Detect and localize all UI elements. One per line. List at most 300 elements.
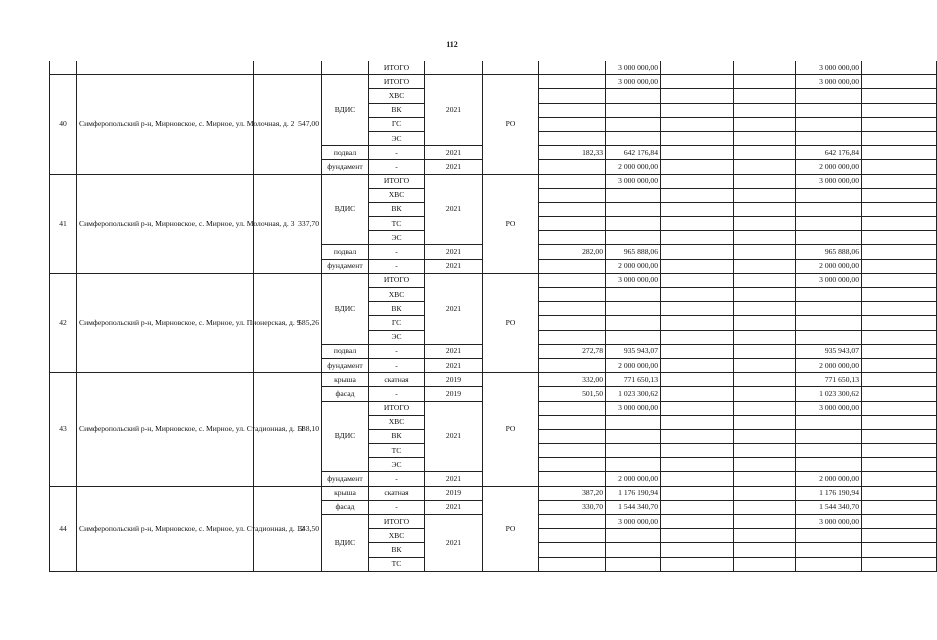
cell-empty-3	[862, 373, 937, 387]
cell-item: ВК	[369, 202, 425, 216]
cell-cost: 1 544 340,70	[606, 500, 661, 514]
cell-total: 2 000 000,00	[796, 472, 862, 486]
cell-cost: 965 888,06	[606, 245, 661, 259]
cell-empty-3	[862, 259, 937, 273]
cell-cost	[606, 557, 661, 571]
cell-cost	[606, 288, 661, 302]
cell-empty-1	[661, 387, 734, 401]
cell-volume	[539, 89, 606, 103]
cell-total	[796, 117, 862, 131]
cell-fund: РО	[483, 373, 539, 487]
cell-empty-1	[661, 202, 734, 216]
cell-total: 935 943,07	[796, 344, 862, 358]
cell-type: -	[369, 387, 425, 401]
cell-cost	[606, 415, 661, 429]
cell-empty-3	[862, 61, 937, 75]
cell-empty-2	[734, 202, 796, 216]
cell-item: ГС	[369, 117, 425, 131]
cell-num	[50, 61, 77, 75]
cell-empty-3	[862, 103, 937, 117]
cell-empty-1	[661, 103, 734, 117]
cell-item: ВК	[369, 429, 425, 443]
table-row	[50, 273, 937, 287]
cell-total	[796, 429, 862, 443]
cell-total: 3 000 000,00	[796, 61, 862, 75]
cell-empty-3	[862, 75, 937, 89]
cell-cost	[606, 202, 661, 216]
cell-work: подвал	[322, 344, 369, 358]
cell-empty-2	[734, 486, 796, 500]
cell-total	[796, 103, 862, 117]
cell-empty-2	[734, 557, 796, 571]
cell-work-vdis: ВДИС	[322, 75, 369, 146]
cell-year: 2021	[425, 344, 483, 358]
cell-num: 43	[50, 373, 77, 487]
cell-empty-2	[734, 131, 796, 145]
cell-total	[796, 217, 862, 231]
page-number: 112	[446, 40, 458, 49]
cell-cost	[606, 330, 661, 344]
cell-empty-2	[734, 387, 796, 401]
cell-volume	[539, 103, 606, 117]
cell-item: ЭС	[369, 231, 425, 245]
cell-work: подвал	[322, 245, 369, 259]
cell-volume	[539, 515, 606, 529]
cell-total	[796, 529, 862, 543]
cell-year-vdis: 2021	[425, 273, 483, 344]
cell-empty-3	[862, 188, 937, 202]
cell-empty-2	[734, 302, 796, 316]
cell-empty-1	[661, 373, 734, 387]
cell-total: 2 000 000,00	[796, 160, 862, 174]
cell-cost: 3 000 000,00	[606, 273, 661, 287]
cell-total: 3 000 000,00	[796, 401, 862, 415]
cell-empty-3	[862, 415, 937, 429]
cell-empty-2	[734, 188, 796, 202]
table-row	[50, 373, 937, 387]
cell-volume	[539, 557, 606, 571]
cell-empty-1	[661, 543, 734, 557]
cell-year: 2021	[425, 146, 483, 160]
cell-total	[796, 302, 862, 316]
cell-cost: 2 000 000,00	[606, 358, 661, 372]
cell-cost: 642 176,84	[606, 146, 661, 160]
cell-empty-1	[661, 401, 734, 415]
cell-volume	[539, 259, 606, 273]
cell-empty-1	[661, 472, 734, 486]
cell-empty-3	[862, 231, 937, 245]
cell-cost	[606, 103, 661, 117]
cell-item: ТС	[369, 217, 425, 231]
cell-empty-3	[862, 486, 937, 500]
cell-total	[796, 188, 862, 202]
cell-volume: 387,20	[539, 486, 606, 500]
cell-empty-1	[661, 515, 734, 529]
cell-total	[796, 131, 862, 145]
cell-empty-1	[661, 288, 734, 302]
cell-volume	[539, 217, 606, 231]
cell-area: 337,70	[254, 174, 322, 273]
cell-type: -	[369, 259, 425, 273]
cell-empty-2	[734, 458, 796, 472]
cell-empty-3	[862, 515, 937, 529]
cell-item: ХВС	[369, 415, 425, 429]
cell-volume	[539, 75, 606, 89]
cell-item: ИТОГО	[369, 174, 425, 188]
cell-total: 2 000 000,00	[796, 358, 862, 372]
cell-total	[796, 543, 862, 557]
cell-total	[796, 231, 862, 245]
cell-work: фундамент	[322, 259, 369, 273]
cell-item: ТС	[369, 444, 425, 458]
cell-year: 2021	[425, 259, 483, 273]
cell-volume	[539, 231, 606, 245]
cell-empty-3	[862, 302, 937, 316]
cell-empty-2	[734, 89, 796, 103]
cell-empty-2	[734, 401, 796, 415]
cell-cost	[606, 231, 661, 245]
cell-empty-2	[734, 515, 796, 529]
cell-volume: 330,70	[539, 500, 606, 514]
cell-empty-3	[862, 557, 937, 571]
cell-empty-3	[862, 429, 937, 443]
cell-empty-1	[661, 245, 734, 259]
cell-total	[796, 415, 862, 429]
cell-volume	[539, 117, 606, 131]
cell-item: ХВС	[369, 188, 425, 202]
cell-total: 642 176,84	[796, 146, 862, 160]
cell-year: 2019	[425, 373, 483, 387]
cell-volume	[539, 131, 606, 145]
cell-empty-2	[734, 245, 796, 259]
cell-item: ИТОГО	[369, 61, 425, 75]
cell-type: -	[369, 160, 425, 174]
cell-cost: 3 000 000,00	[606, 515, 661, 529]
cell-cost	[606, 117, 661, 131]
cell-work: фасад	[322, 387, 369, 401]
cell-year-vdis: 2021	[425, 174, 483, 245]
cell-type: скатная	[369, 486, 425, 500]
cell-total: 3 000 000,00	[796, 273, 862, 287]
cell-item: ХВС	[369, 89, 425, 103]
cell-empty-2	[734, 529, 796, 543]
cell-empty-3	[862, 387, 937, 401]
cell-empty-2	[734, 415, 796, 429]
cell-empty-1	[661, 131, 734, 145]
cell-num: 44	[50, 486, 77, 571]
cell-total	[796, 202, 862, 216]
cell-volume	[539, 429, 606, 443]
cell-volume	[539, 358, 606, 372]
cell-empty-1	[661, 415, 734, 429]
cell-work-vdis: ВДИС	[322, 273, 369, 344]
cell-item: ЭС	[369, 131, 425, 145]
cell-empty-2	[734, 146, 796, 160]
cell-empty-3	[862, 117, 937, 131]
cell-empty-2	[734, 444, 796, 458]
cell-empty-1	[661, 529, 734, 543]
cell-volume: 282,00	[539, 245, 606, 259]
cell-work: крыша	[322, 486, 369, 500]
cell-type: скатная	[369, 373, 425, 387]
table-body	[50, 61, 937, 571]
cell-volume	[539, 174, 606, 188]
cell-fund: РО	[483, 486, 539, 571]
cell-item: ЭС	[369, 458, 425, 472]
cell-total	[796, 458, 862, 472]
cell-volume: 272,78	[539, 344, 606, 358]
table-row	[50, 174, 937, 188]
cell-total: 1 544 340,70	[796, 500, 862, 514]
cell-item: ВК	[369, 543, 425, 557]
cell-cost: 2 000 000,00	[606, 259, 661, 273]
cell-cost	[606, 458, 661, 472]
cell-empty-3	[862, 288, 937, 302]
cell-empty-3	[862, 273, 937, 287]
cell-volume	[539, 160, 606, 174]
cell-total: 1 023 300,62	[796, 387, 862, 401]
table-row	[50, 75, 937, 89]
cell-volume	[539, 401, 606, 415]
cell-empty-3	[862, 202, 937, 216]
cell-empty-2	[734, 174, 796, 188]
cell-volume	[539, 302, 606, 316]
cell-total	[796, 316, 862, 330]
table-row-continued	[50, 61, 937, 75]
cell-type: -	[369, 358, 425, 372]
cell-empty-3	[862, 245, 937, 259]
cell-empty-3	[862, 174, 937, 188]
cell-empty-3	[862, 543, 937, 557]
cell-empty-2	[734, 160, 796, 174]
cell-empty-2	[734, 259, 796, 273]
cell-empty-3	[862, 330, 937, 344]
cell-total	[796, 444, 862, 458]
cell-total	[796, 288, 862, 302]
cell-empty-2	[734, 117, 796, 131]
cell-empty-2	[734, 273, 796, 287]
cell-item: ЭС	[369, 330, 425, 344]
cell-year	[425, 61, 483, 75]
cell-item: ХВС	[369, 288, 425, 302]
cell-cost: 3 000 000,00	[606, 174, 661, 188]
cell-empty-2	[734, 288, 796, 302]
cell-year: 2021	[425, 358, 483, 372]
cell-volume	[539, 202, 606, 216]
cell-empty-1	[661, 160, 734, 174]
cell-work	[322, 61, 369, 75]
cell-volume	[539, 458, 606, 472]
cell-cost	[606, 217, 661, 231]
cell-empty-3	[862, 344, 937, 358]
cell-item: ГС	[369, 316, 425, 330]
cell-cost: 3 000 000,00	[606, 401, 661, 415]
cell-work: фундамент	[322, 472, 369, 486]
cell-empty-3	[862, 529, 937, 543]
cell-empty-2	[734, 429, 796, 443]
cell-empty-1	[661, 188, 734, 202]
cell-volume	[539, 288, 606, 302]
cell-area: 588,10	[254, 373, 322, 487]
cell-empty-3	[862, 500, 937, 514]
cell-cost	[606, 316, 661, 330]
cell-area	[254, 61, 322, 75]
cell-empty-3	[862, 146, 937, 160]
cell-address: Симферопольский р-н, Мирновское, с. Мирное, ул. Стадионная, д. 11	[77, 373, 254, 487]
cell-empty-1	[661, 458, 734, 472]
cell-type: -	[369, 245, 425, 259]
cell-empty-2	[734, 61, 796, 75]
cell-volume	[539, 472, 606, 486]
cell-cost: 935 943,07	[606, 344, 661, 358]
cell-fund: РО	[483, 273, 539, 372]
cell-type: -	[369, 472, 425, 486]
cell-empty-2	[734, 344, 796, 358]
cell-cost: 771 650,13	[606, 373, 661, 387]
cell-empty-1	[661, 444, 734, 458]
cell-empty-1	[661, 89, 734, 103]
cell-empty-2	[734, 472, 796, 486]
cell-work: подвал	[322, 146, 369, 160]
cell-work-vdis: ВДИС	[322, 401, 369, 472]
cell-num: 41	[50, 174, 77, 273]
cell-empty-1	[661, 75, 734, 89]
cell-address: Симферопольский р-н, Мирновское, с. Мирное, ул. Пионерская, д. 9	[77, 273, 254, 372]
cell-total: 3 000 000,00	[796, 75, 862, 89]
cell-empty-1	[661, 231, 734, 245]
cell-address: Симферопольский р-н, Мирновское, с. Мирное, ул. Молочная, д. 2	[77, 75, 254, 174]
cell-total	[796, 557, 862, 571]
cell-empty-1	[661, 500, 734, 514]
cell-empty-1	[661, 486, 734, 500]
cell-empty-1	[661, 302, 734, 316]
cell-empty-2	[734, 316, 796, 330]
cell-work: фундамент	[322, 358, 369, 372]
cell-empty-2	[734, 358, 796, 372]
cell-volume	[539, 330, 606, 344]
cell-empty-1	[661, 358, 734, 372]
cell-item: ХВС	[369, 529, 425, 543]
cell-area: 343,50	[254, 486, 322, 571]
cell-volume	[539, 415, 606, 429]
cell-volume	[539, 444, 606, 458]
cell-empty-3	[862, 358, 937, 372]
cell-empty-3	[862, 160, 937, 174]
cell-empty-1	[661, 429, 734, 443]
cell-work: крыша	[322, 373, 369, 387]
cell-cost	[606, 131, 661, 145]
cell-empty-3	[862, 458, 937, 472]
cell-item: ИТОГО	[369, 515, 425, 529]
cell-cost	[606, 429, 661, 443]
cell-fund: РО	[483, 174, 539, 273]
cell-type: -	[369, 344, 425, 358]
cell-item: ВК	[369, 103, 425, 117]
cell-empty-2	[734, 217, 796, 231]
cell-address	[77, 61, 254, 75]
cell-item: ТС	[369, 557, 425, 571]
cell-cost	[606, 89, 661, 103]
cell-year: 2019	[425, 387, 483, 401]
cell-volume	[539, 188, 606, 202]
cell-empty-1	[661, 316, 734, 330]
cell-empty-2	[734, 500, 796, 514]
cell-cost: 1 023 300,62	[606, 387, 661, 401]
cell-empty-3	[862, 472, 937, 486]
cell-year-vdis: 2021	[425, 401, 483, 472]
cell-year: 2021	[425, 500, 483, 514]
cell-empty-2	[734, 330, 796, 344]
cell-volume	[539, 543, 606, 557]
cell-cost: 2 000 000,00	[606, 472, 661, 486]
cell-volume	[539, 273, 606, 287]
cell-empty-1	[661, 259, 734, 273]
cell-address: Симферопольский р-н, Мирновское, с. Мирное, ул. Молочная, д. 3	[77, 174, 254, 273]
cell-empty-3	[862, 217, 937, 231]
cell-year: 2021	[425, 160, 483, 174]
cell-empty-1	[661, 61, 734, 75]
cell-num: 40	[50, 75, 77, 174]
cell-fund: РО	[483, 75, 539, 174]
cell-cost	[606, 529, 661, 543]
cell-address: Симферопольский р-н, Мирновское, с. Мирное, ул. Стадионная, д. 12	[77, 486, 254, 571]
cell-cost	[606, 188, 661, 202]
cell-cost: 1 176 190,94	[606, 486, 661, 500]
cell-empty-2	[734, 75, 796, 89]
repair-schedule-table	[49, 61, 937, 572]
cell-empty-3	[862, 89, 937, 103]
cell-cost	[606, 444, 661, 458]
cell-empty-2	[734, 103, 796, 117]
cell-item: ИТОГО	[369, 75, 425, 89]
cell-total: 1 176 190,94	[796, 486, 862, 500]
cell-area: 585,26	[254, 273, 322, 372]
cell-year-vdis: 2021	[425, 515, 483, 572]
cell-empty-2	[734, 543, 796, 557]
cell-cost: 3 000 000,00	[606, 61, 661, 75]
cell-empty-2	[734, 373, 796, 387]
cell-total: 3 000 000,00	[796, 515, 862, 529]
cell-year-vdis: 2021	[425, 75, 483, 146]
cell-empty-1	[661, 344, 734, 358]
cell-empty-3	[862, 444, 937, 458]
cell-num: 42	[50, 273, 77, 372]
cell-area: 547,00	[254, 75, 322, 174]
cell-year: 2021	[425, 245, 483, 259]
cell-empty-3	[862, 316, 937, 330]
cell-item: ВК	[369, 302, 425, 316]
cell-work: фасад	[322, 500, 369, 514]
cell-year: 2019	[425, 486, 483, 500]
cell-total: 3 000 000,00	[796, 174, 862, 188]
cell-empty-2	[734, 231, 796, 245]
cell-empty-3	[862, 131, 937, 145]
cell-item: ИТОГО	[369, 273, 425, 287]
cell-empty-1	[661, 117, 734, 131]
cell-empty-1	[661, 146, 734, 160]
cell-type: -	[369, 500, 425, 514]
cell-cost: 3 000 000,00	[606, 75, 661, 89]
cell-total: 2 000 000,00	[796, 259, 862, 273]
cell-volume: 332,00	[539, 373, 606, 387]
cell-cost	[606, 302, 661, 316]
cell-fund	[483, 61, 539, 75]
cell-volume	[539, 61, 606, 75]
cell-total	[796, 330, 862, 344]
cell-type: -	[369, 146, 425, 160]
cell-volume	[539, 529, 606, 543]
cell-empty-1	[661, 217, 734, 231]
